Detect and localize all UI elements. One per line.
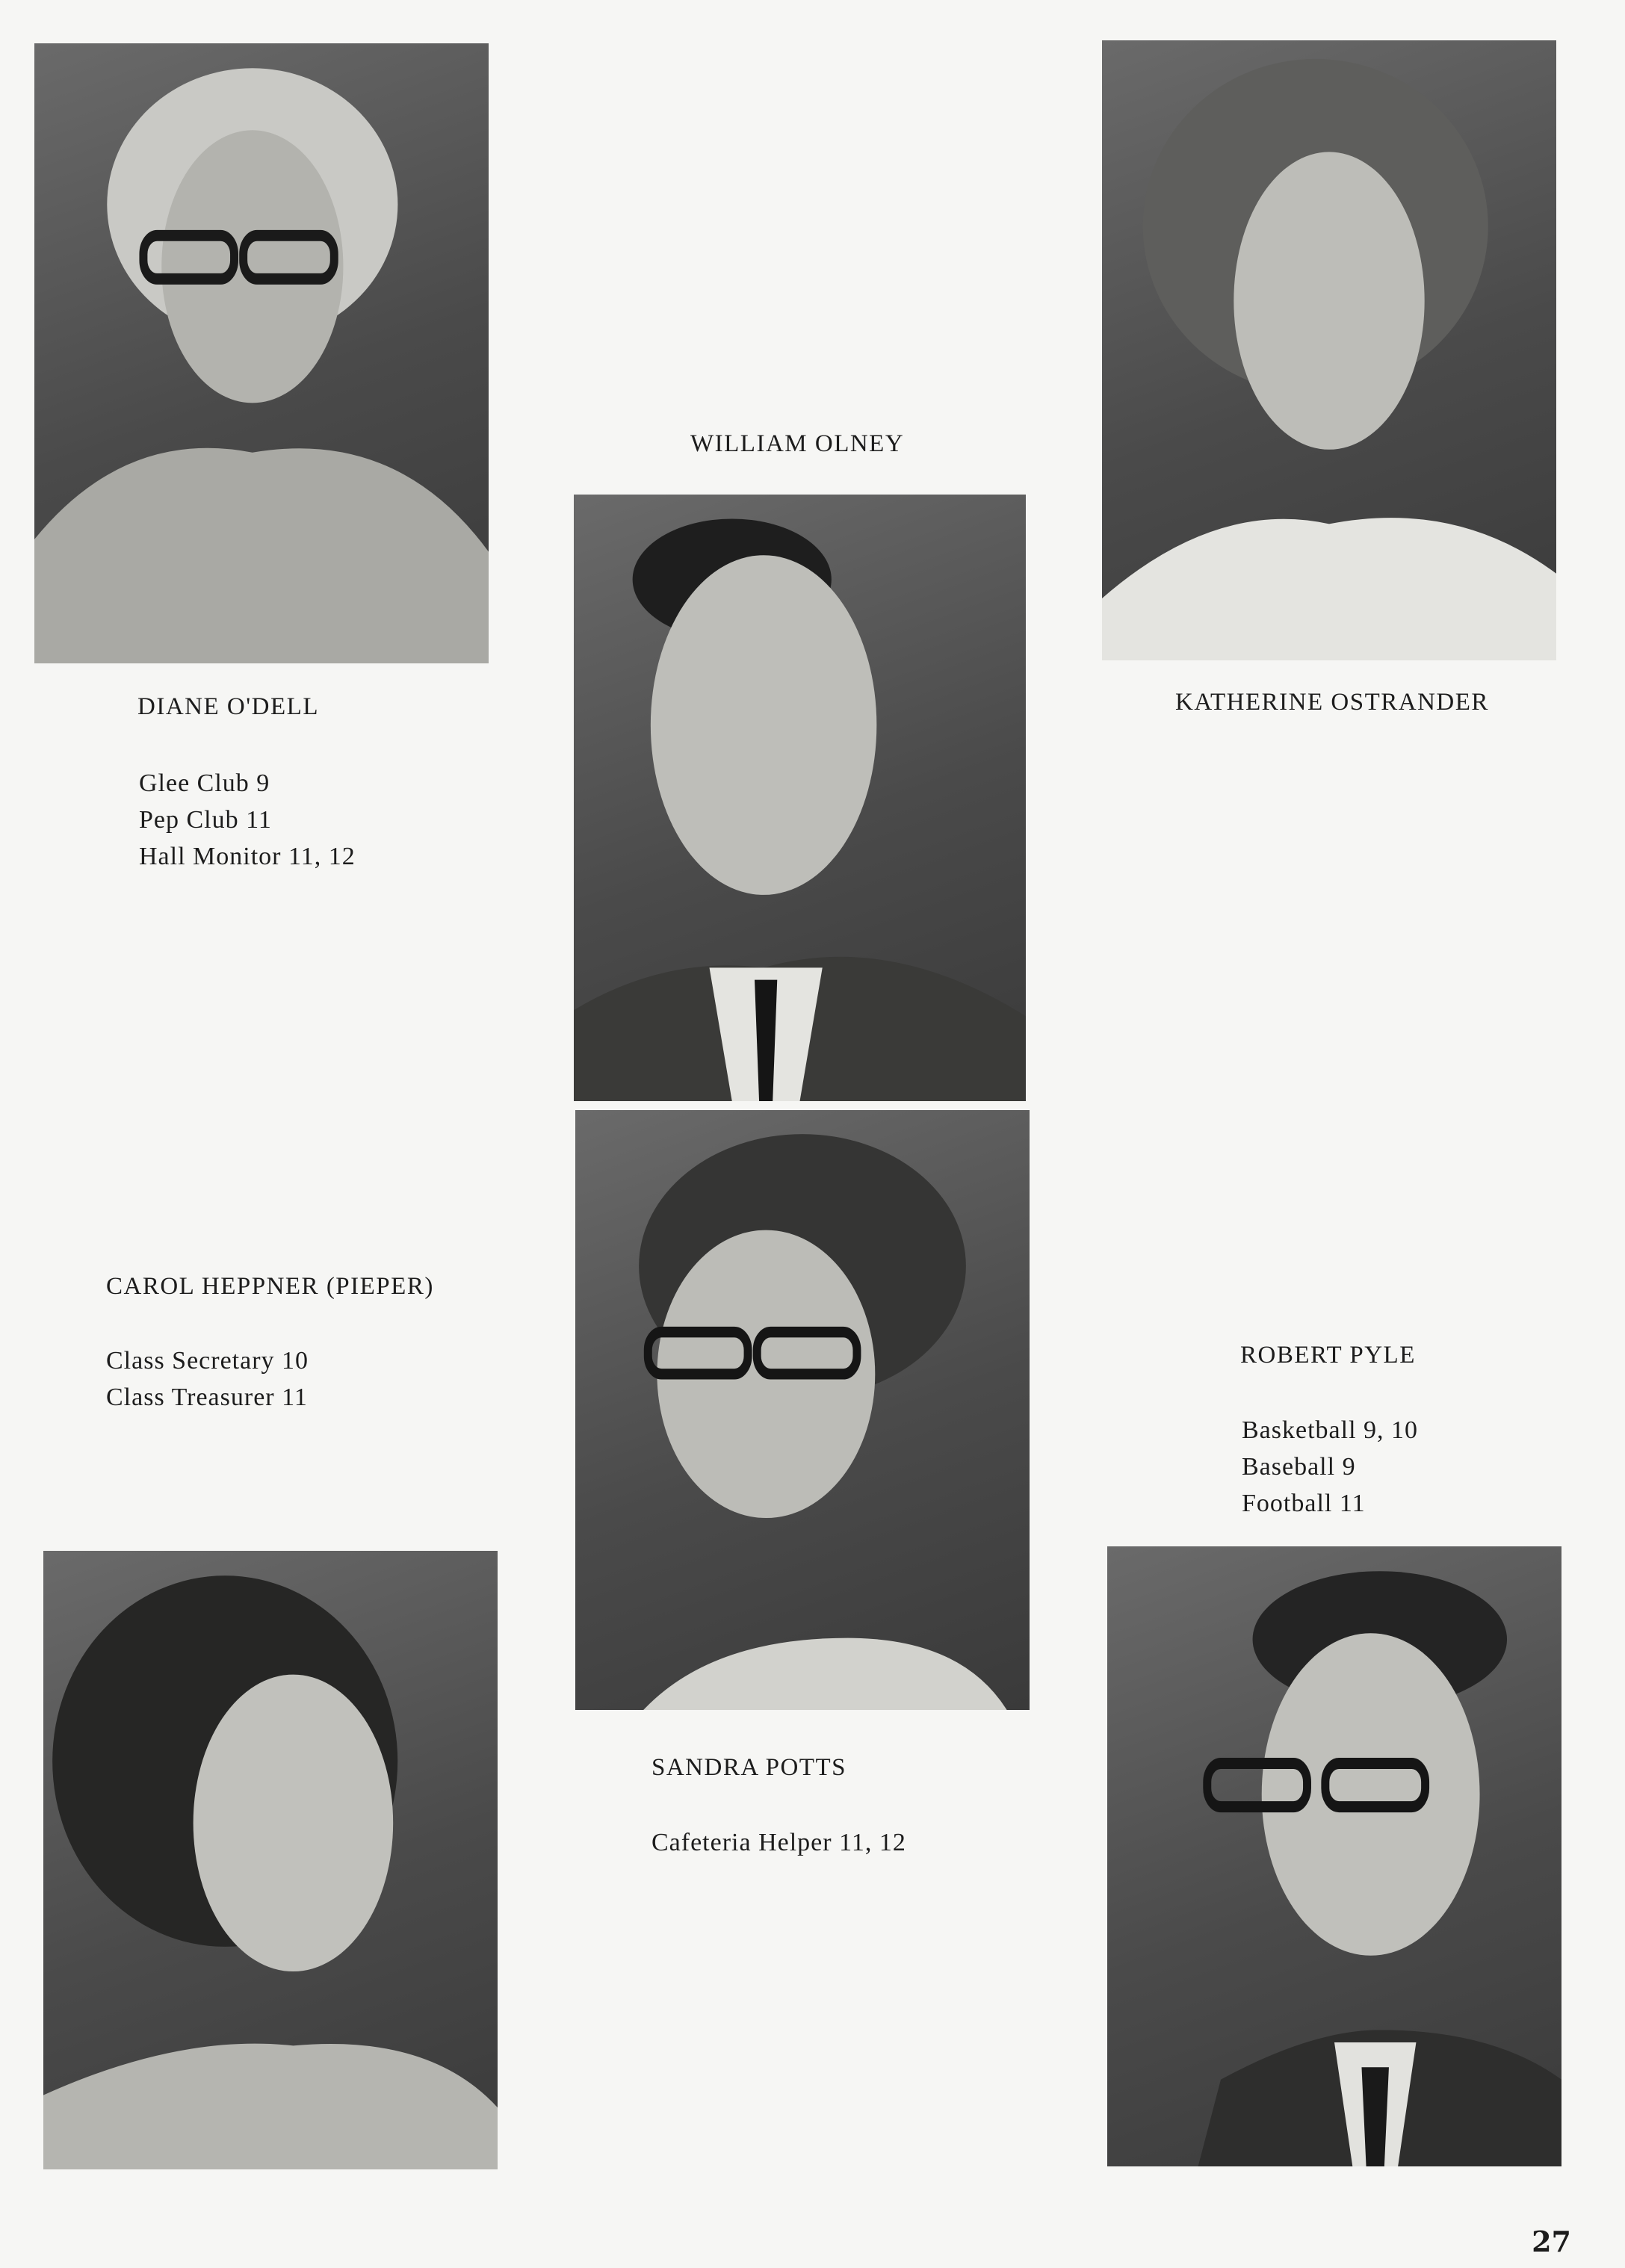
portrait-carol-heppner <box>43 1551 498 2169</box>
student-name: CAROL HEPPNER (PIEPER) <box>106 1273 434 1300</box>
activity-item: Basketball 9, 10 <box>1242 1416 1419 1444</box>
student-name: ROBERT PYLE <box>1240 1342 1416 1369</box>
activity-item: Class Treasurer 11 <box>106 1384 308 1411</box>
activity-list <box>1242 1412 1418 1522</box>
portrait-sandra-potts <box>575 1110 1030 1710</box>
activity-item: Cafeteria Helper 11, 12 <box>651 1829 906 1856</box>
student-name: DIANE O'DELL <box>137 693 319 720</box>
student-name: KATHERINE OSTRANDER <box>1175 689 1489 716</box>
student-name: SANDRA POTTS <box>651 1754 846 1781</box>
activity-item: Football 11 <box>1242 1490 1366 1517</box>
activity-item: Glee Club 9 <box>139 769 270 797</box>
portrait-diane-odell <box>34 43 489 663</box>
activity-item: Baseball 9 <box>1242 1453 1356 1481</box>
activity-list <box>139 765 356 875</box>
portrait-katherine-ostrander <box>1102 40 1556 660</box>
activity-item: Pep Club 11 <box>139 806 272 834</box>
page-number: 27 <box>1532 2225 1571 2258</box>
activity-list <box>651 1824 906 1861</box>
student-name: WILLIAM OLNEY <box>690 430 905 457</box>
portrait-william-olney <box>574 495 1026 1101</box>
activity-item: Hall Monitor 11, 12 <box>139 843 356 870</box>
activity-item: Class Secretary 10 <box>106 1347 309 1375</box>
activity-list <box>106 1342 309 1416</box>
portrait-robert-pyle <box>1107 1546 1561 2166</box>
